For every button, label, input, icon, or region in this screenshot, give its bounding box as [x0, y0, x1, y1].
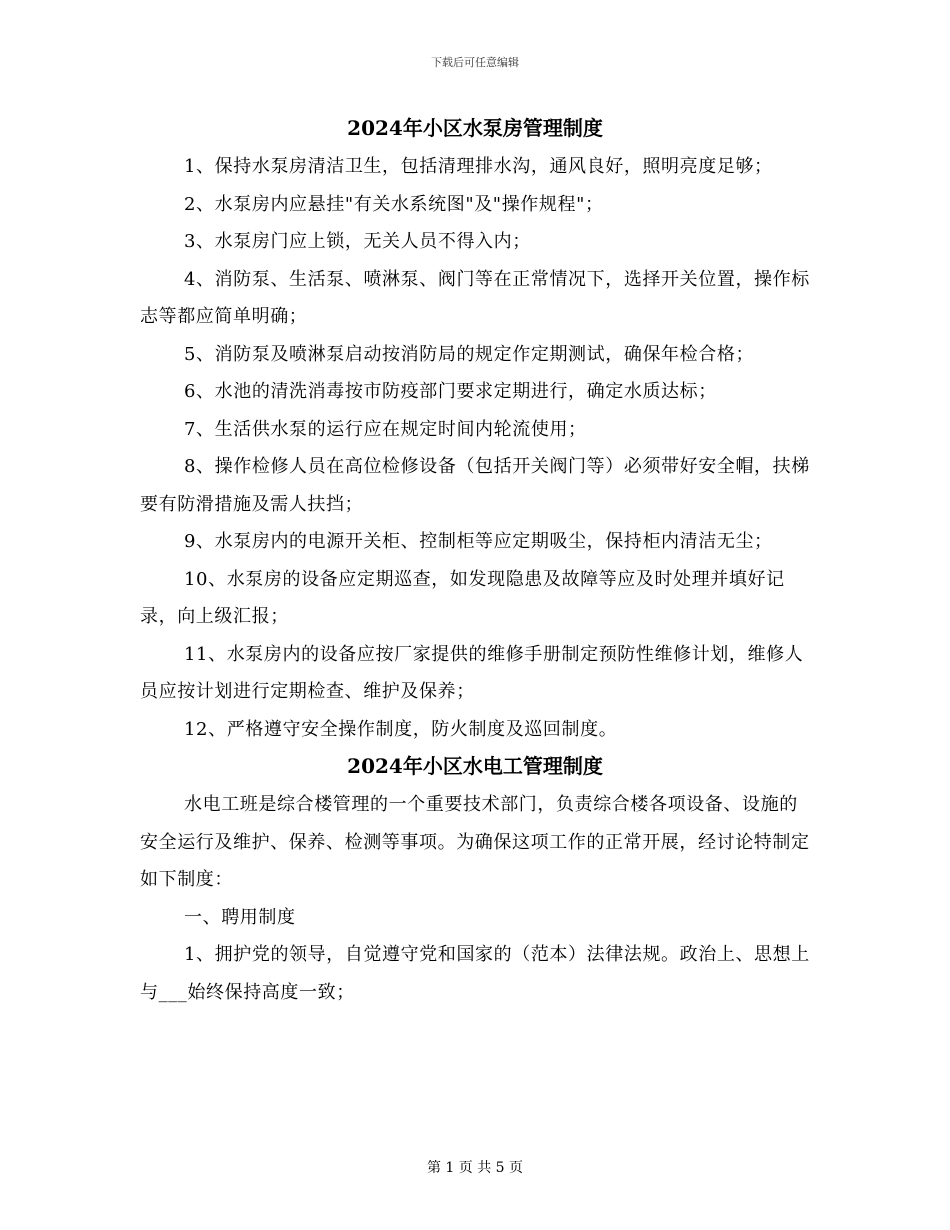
section-electrician: [140, 748, 810, 1011]
section-pump-room: [140, 110, 810, 748]
paragraph: 2、水泵房内应悬挂"有关水系统图"及"操作规程"；: [184, 193, 604, 215]
paragraph: 1、拥护党的领导，自觉遵守党和国家的（范本）法律法规。政治上、思想上与___始终保持高度一致；: [140, 944, 810, 1003]
paragraph: 3、水泵房门应上锁，无关人员不得入内；: [184, 231, 531, 252]
paragraph: 一、聘用制度: [184, 906, 296, 928]
page-number: 第 1 页 共 5 页: [426, 1160, 524, 1176]
section-title: 2024年小区水电工管理制度: [347, 754, 603, 778]
paragraph: 4、消防泵、生活泵、喷淋泵、阀门等在正常情况下，选择开关位置，操作标志等都应简单明确；: [140, 268, 810, 327]
paragraph: 7、生活供水泵的运行应在规定时间内轮流使用；: [184, 418, 587, 440]
paragraph: 10、水泵房的设备应定期巡查，如发现隐患及故障等应及时处理并填好记录，向上级汇报；: [140, 568, 785, 627]
paragraph: 6、水池的清洗消毒按市防疫部门要求定期进行，确定水质达标；: [184, 381, 717, 402]
paragraph: 5、消防泵及喷淋泵启动按消防局的规定作定期测试，确保年检合格；: [184, 343, 755, 365]
section-title: 2024年小区水泵房管理制度: [347, 116, 603, 140]
header-note: 下载后可任意编辑: [431, 56, 519, 69]
document-body: [140, 110, 810, 1011]
paragraph: 水电工班是综合楼管理的一个重要技术部门，负责综合楼各项设备、设施的安全运行及维护、保养、检测等事项。为确保这项工作的正常开展，经讨论特制定如下制度：: [140, 794, 810, 890]
paragraph: 1、保持水泵房清洁卫生，包括清理排水沟，通风良好，照明亮度足够；: [184, 156, 773, 177]
paragraph: 11、水泵房内的设备应按厂家提供的维修手册制定预防性维修计划，维修人员应按计划进行定期检查、维护及保养；: [140, 643, 804, 702]
paragraph: 12、严格遵守安全操作制度，防火制度及巡回制度。: [184, 718, 618, 740]
paragraph: 8、操作检修人员在高位检修设备（包括开关阀门等）必须带好安全帽，扶梯要有防滑措施及需人扶挡；: [140, 456, 810, 515]
paragraph: 9、水泵房内的电源开关柜、控制柜等应定期吸尘，保持柜内清洁无尘；: [184, 531, 773, 552]
